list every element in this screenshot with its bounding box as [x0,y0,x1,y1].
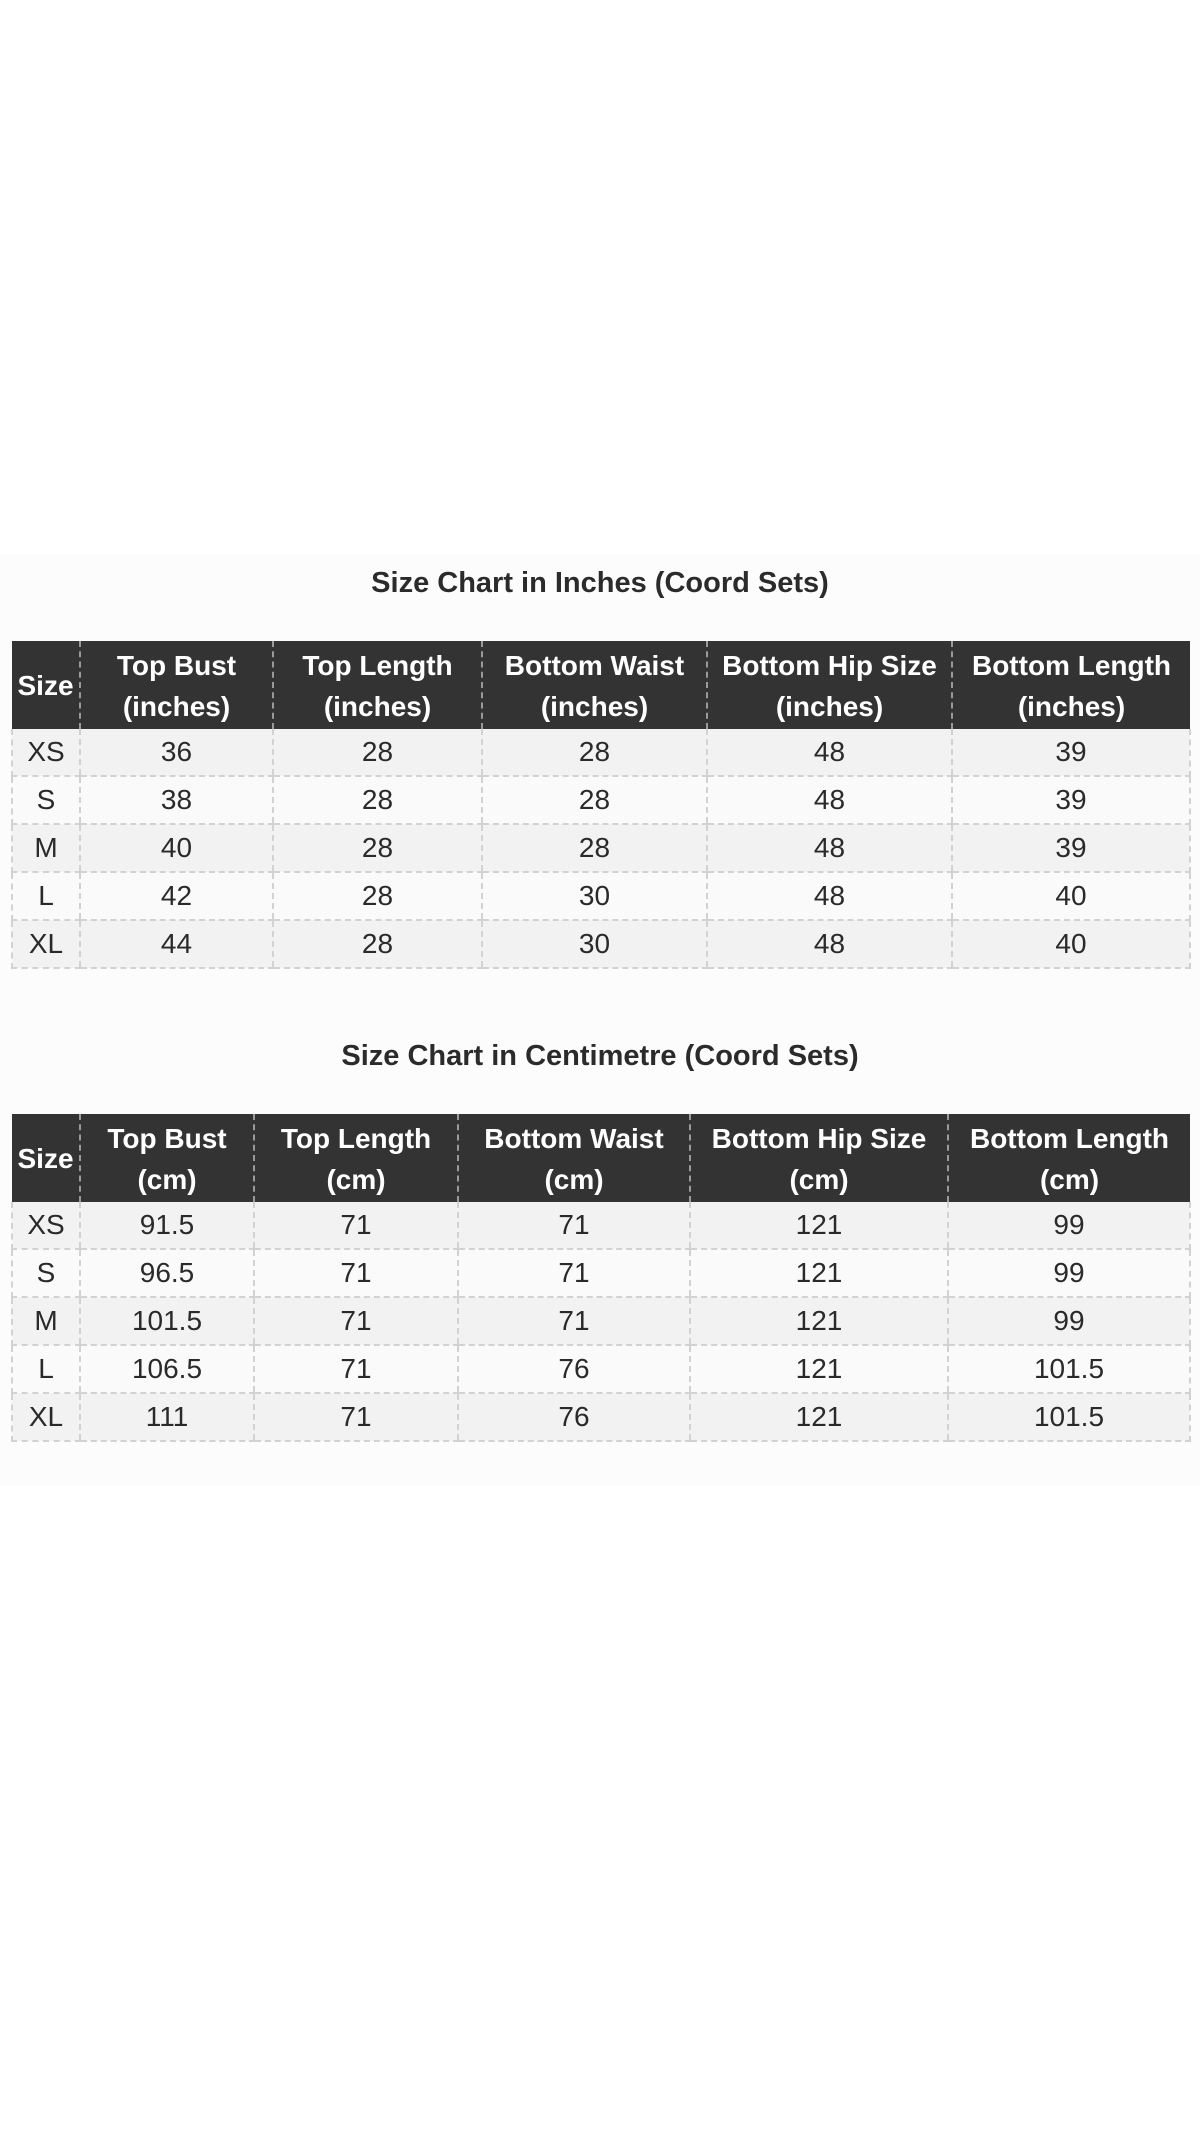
cell-bottom-length: 39 [952,776,1190,824]
cell-bottom-length: 40 [952,872,1190,920]
cell-bottom-hip-size: 121 [690,1297,948,1345]
cell-bottom-length: 99 [948,1202,1190,1249]
cell-top-bust: 40 [80,824,273,872]
cell-top-length: 71 [254,1202,458,1249]
cell-bottom-length: 39 [952,729,1190,776]
cell-bottom-length: 40 [952,920,1190,968]
cell-bottom-waist: 30 [482,920,707,968]
table-row [12,1202,1190,1249]
header-size: Size [12,642,80,730]
cell-size: L [12,1345,80,1393]
cell-size: S [12,776,80,824]
cell-bottom-length: 99 [948,1249,1190,1297]
cell-bottom-waist: 28 [482,776,707,824]
cell-top-bust: 96.5 [80,1249,254,1297]
header-bottom-hip-size: Bottom Hip Size (inches) [707,642,952,730]
cell-top-bust: 101.5 [80,1297,254,1345]
header-top-length: Top Length (inches) [273,642,482,730]
cell-size: XS [12,1202,80,1249]
cell-top-bust: 42 [80,872,273,920]
table-row [12,1345,1190,1393]
header-bottom-waist: Bottom Waist (inches) [482,642,707,730]
cell-size: M [12,824,80,872]
cell-top-length: 71 [254,1345,458,1393]
cell-bottom-waist: 28 [482,729,707,776]
table-row [12,872,1190,920]
cell-bottom-hip-size: 48 [707,729,952,776]
cell-bottom-waist: 71 [458,1202,690,1249]
cell-top-length: 28 [273,872,482,920]
header-top-bust: Top Bust (inches) [80,642,273,730]
cell-top-length: 28 [273,824,482,872]
cm-size-table [11,1114,1191,1442]
cell-bottom-hip-size: 48 [707,872,952,920]
header-top-length: Top Length (cm) [254,1115,458,1203]
cell-size: XL [12,920,80,968]
cell-bottom-hip-size: 121 [690,1393,948,1441]
cell-bottom-length: 101.5 [948,1345,1190,1393]
cell-bottom-hip-size: 48 [707,776,952,824]
header-bottom-hip-size: Bottom Hip Size (cm) [690,1115,948,1203]
cell-top-bust: 111 [80,1393,254,1441]
cell-top-length: 28 [273,920,482,968]
table-row [12,1249,1190,1297]
table-row [12,729,1190,776]
cell-bottom-hip-size: 121 [690,1202,948,1249]
cell-top-bust: 38 [80,776,273,824]
cell-size: M [12,1297,80,1345]
cell-top-length: 71 [254,1249,458,1297]
cell-bottom-waist: 30 [482,872,707,920]
cell-top-bust: 91.5 [80,1202,254,1249]
cell-bottom-length: 101.5 [948,1393,1190,1441]
cell-bottom-length: 99 [948,1297,1190,1345]
cell-top-length: 28 [273,729,482,776]
cell-bottom-waist: 28 [482,824,707,872]
cell-bottom-waist: 71 [458,1249,690,1297]
cm-chart-title: Size Chart in Centimetre (Coord Sets) [341,1040,859,1072]
table-row [12,824,1190,872]
cell-size: XL [12,1393,80,1441]
cell-top-length: 71 [254,1393,458,1441]
header-bottom-length: Bottom Length (cm) [948,1115,1190,1203]
header-bottom-length: Bottom Length (inches) [952,642,1190,730]
cell-bottom-waist: 76 [458,1393,690,1441]
cell-top-bust: 44 [80,920,273,968]
header-bottom-waist: Bottom Waist (cm) [458,1115,690,1203]
cell-size: XS [12,729,80,776]
cell-top-length: 71 [254,1297,458,1345]
cell-bottom-waist: 76 [458,1345,690,1393]
cell-top-bust: 36 [80,729,273,776]
table-row [12,1393,1190,1441]
cell-bottom-hip-size: 48 [707,824,952,872]
cell-top-length: 28 [273,776,482,824]
cell-bottom-length: 39 [952,824,1190,872]
table-header-row [12,642,1190,730]
header-top-bust: Top Bust (cm) [80,1115,254,1203]
table-header-row [12,1115,1190,1203]
table-row [12,1297,1190,1345]
cell-top-bust: 106.5 [80,1345,254,1393]
cell-bottom-hip-size: 121 [690,1249,948,1297]
header-size: Size [12,1115,80,1203]
cell-bottom-hip-size: 121 [690,1345,948,1393]
table-row [12,920,1190,968]
cell-size: S [12,1249,80,1297]
inches-size-table [11,641,1191,969]
cell-bottom-waist: 71 [458,1297,690,1345]
inches-chart-title: Size Chart in Inches (Coord Sets) [371,567,829,599]
cell-bottom-hip-size: 48 [707,920,952,968]
table-row [12,776,1190,824]
cell-size: L [12,872,80,920]
